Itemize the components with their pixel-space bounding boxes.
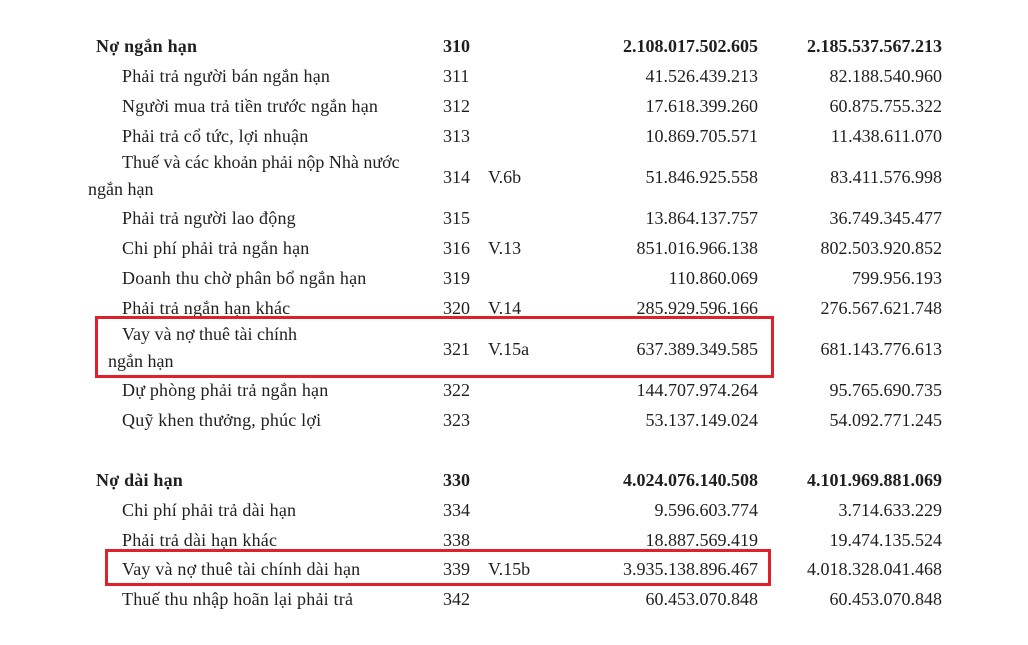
table-row — [0, 149, 1028, 205]
row-current-value: 9.596.603.774 — [654, 500, 758, 520]
row-note: V.15b — [488, 559, 531, 579]
section-previous-value: 4.101.969.881.069 — [807, 470, 942, 490]
row-name: Doanh thu chờ phân bổ ngắn hạn — [122, 268, 367, 288]
section-current-value: 2.108.017.502.605 — [623, 36, 758, 56]
row-previous-value: 36.749.345.477 — [829, 208, 942, 228]
row-current-value: 13.864.137.757 — [645, 208, 758, 228]
row-previous-value: 276.567.621.748 — [820, 298, 942, 318]
row-name: Phải trả người lao động — [122, 208, 296, 228]
row-previous-value: 681.143.776.613 — [820, 339, 942, 359]
row-current-value: 53.137.149.024 — [645, 410, 758, 430]
row-name-line2: ngắn hạn — [108, 351, 174, 371]
table-row — [0, 121, 1028, 151]
row-name — [88, 149, 428, 203]
row-note: V.6b — [488, 167, 522, 187]
row-current-value: 3.935.138.896.467 — [623, 559, 758, 579]
row-name: Dự phòng phải trả ngắn hạn — [122, 380, 329, 400]
section-previous-value: 2.185.537.567.213 — [807, 36, 942, 56]
table-row — [0, 203, 1028, 233]
row-name: Chi phí phải trả dài hạn — [122, 500, 297, 520]
row-code: 316 — [443, 238, 470, 258]
section-code: 310 — [443, 36, 470, 56]
row-current-value: 10.869.705.571 — [645, 126, 758, 146]
row-name: Chi phí phải trả ngắn hạn — [122, 238, 310, 258]
row-previous-value: 799.956.193 — [852, 268, 942, 288]
row-current-value: 51.846.925.558 — [645, 167, 758, 187]
row-current-value: 285.929.596.166 — [636, 298, 758, 318]
row-name: Phải trả dài hạn khác — [122, 530, 278, 550]
row-name-line2: ngắn hạn — [88, 179, 154, 199]
row-code: 314 — [443, 167, 470, 187]
row-previous-value: 83.411.576.998 — [830, 167, 942, 187]
row-previous-value: 82.188.540.960 — [829, 66, 942, 86]
section-current-value: 4.024.076.140.508 — [623, 470, 758, 490]
table-row — [0, 375, 1028, 405]
row-name: Người mua trả tiền trước ngắn hạn — [122, 96, 379, 116]
row-code: 323 — [443, 410, 470, 430]
row-current-value: 637.389.349.585 — [636, 339, 758, 359]
row-code: 320 — [443, 298, 470, 318]
row-previous-value: 4.018.328.041.468 — [807, 559, 942, 579]
row-name: Phải trả cổ tức, lợi nhuận — [122, 126, 309, 146]
row-current-value: 110.860.069 — [668, 268, 758, 288]
table-row — [0, 405, 1028, 435]
row-current-value: 18.887.569.419 — [645, 530, 758, 550]
section-code: 330 — [443, 470, 470, 490]
table-row — [0, 61, 1028, 91]
table-row — [0, 263, 1028, 293]
row-previous-value: 54.092.771.245 — [829, 410, 942, 430]
row-note: V.14 — [488, 298, 522, 318]
row-code: 319 — [443, 268, 470, 288]
row-current-value: 60.453.070.848 — [645, 589, 758, 609]
row-previous-value: 60.875.755.322 — [829, 96, 942, 116]
section-header-short-term — [0, 31, 1028, 61]
row-name: Thuế thu nhập hoãn lại phải trả — [122, 589, 354, 609]
row-code: 315 — [443, 208, 470, 228]
row-note: V.13 — [488, 238, 522, 258]
row-name: Quỹ khen thưởng, phúc lợi — [122, 410, 322, 430]
row-previous-value: 3.714.633.229 — [838, 500, 942, 520]
row-previous-value: 802.503.920.852 — [820, 238, 942, 258]
row-code: 339 — [443, 559, 470, 579]
table-row — [0, 233, 1028, 263]
row-previous-value: 60.453.070.848 — [829, 589, 942, 609]
highlight-box-short-term-loans — [95, 316, 774, 378]
table-row — [0, 91, 1028, 121]
table-row — [0, 495, 1028, 525]
row-current-value: 851.016.966.138 — [636, 238, 758, 258]
row-code: 321 — [443, 339, 470, 359]
section-header-long-term — [0, 465, 1028, 495]
row-code: 312 — [443, 96, 470, 116]
table-row — [0, 584, 1028, 614]
highlight-box-long-term-loans — [105, 549, 771, 586]
section-title: Nợ ngắn hạn — [96, 36, 198, 56]
row-name: Phải trả người bán ngắn hạn — [122, 66, 331, 86]
section-title: Nợ dài hạn — [96, 470, 183, 490]
row-name-line1: Vay và nợ thuê tài chính — [122, 324, 297, 344]
row-code: 313 — [443, 126, 470, 146]
row-name: Phải trả ngắn hạn khác — [122, 298, 291, 318]
row-previous-value: 19.474.135.524 — [829, 530, 942, 550]
row-previous-value: 11.438.611.070 — [830, 126, 942, 146]
row-previous-value: 95.765.690.735 — [829, 380, 942, 400]
row-name: Vay và nợ thuê tài chính dài hạn — [122, 559, 361, 579]
row-current-value: 144.707.974.264 — [636, 380, 758, 400]
row-code: 338 — [443, 530, 470, 550]
row-code: 322 — [443, 380, 470, 400]
row-code: 342 — [443, 589, 470, 609]
row-current-value: 41.526.439.213 — [645, 66, 758, 86]
row-name-line1: Thuế và các khoản phải nộp Nhà nước — [122, 152, 400, 172]
row-note: V.15a — [488, 339, 530, 359]
row-current-value: 17.618.399.260 — [645, 96, 758, 116]
row-code: 334 — [443, 500, 470, 520]
row-code: 311 — [443, 66, 470, 86]
